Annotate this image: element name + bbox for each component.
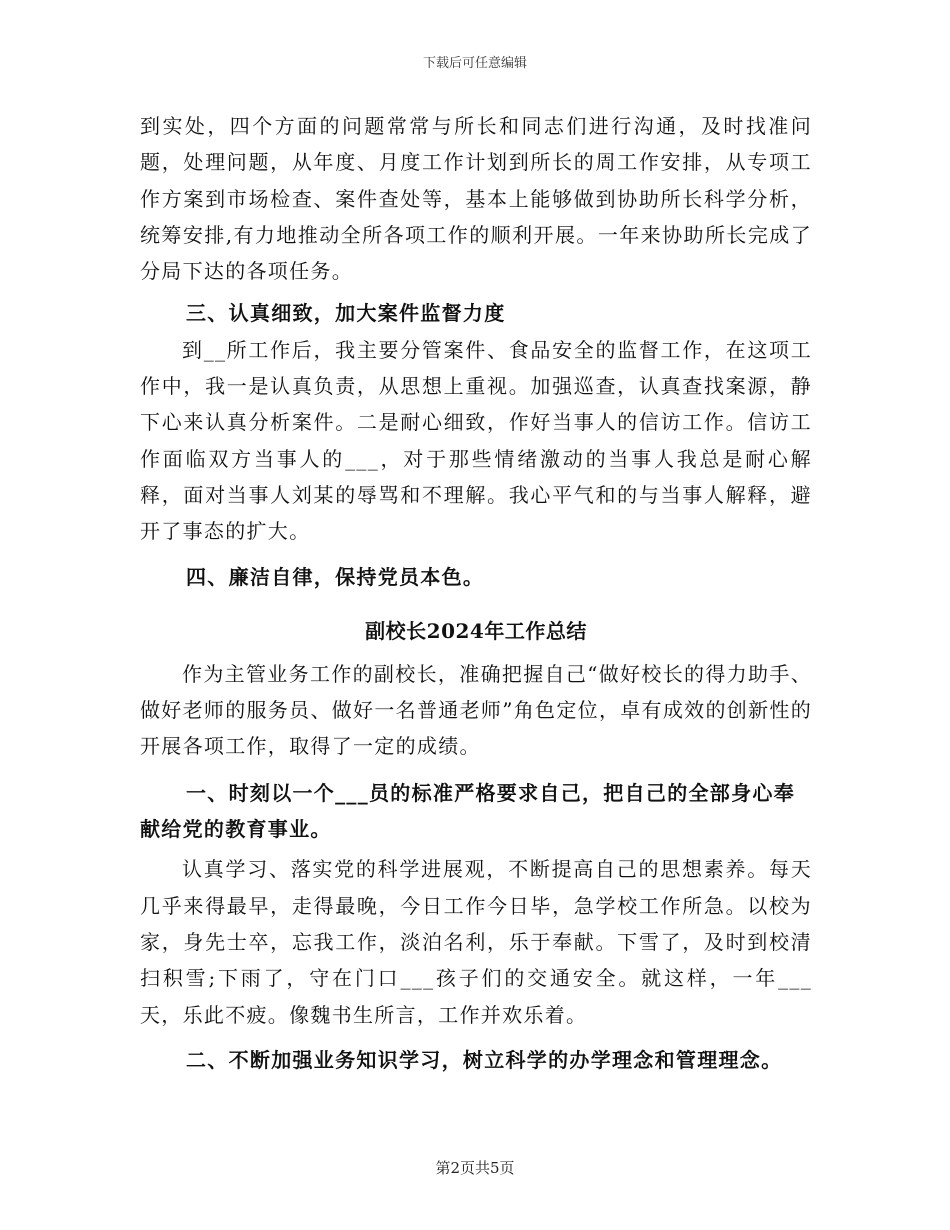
section-heading-2: 二、不断加强业务知识学习，树立科学的办学理念和管理理念。 xyxy=(186,1047,783,1072)
section-heading-3: 三、认真细致，加大案件监督力度 xyxy=(186,301,506,326)
paragraph-case-supervision: 到__所工作后，我主要分管案件、食品安全的监督工作，在这项工作中，我一是认真负责，从思想上重视。加强巡查，认真查找案源，静下心来认真分析案件。二是耐心细致，作好当事人的信访工作。信访工作面临双方当事人的___，对于那些情绪激动的当事人我总是耐心解释，面对当事人刘某的辱骂和不理解。我心平气和的与当事人解释，避开了事态的扩大。 xyxy=(140,337,812,544)
section-heading-4: 四、廉洁自律，保持党员本色。 xyxy=(186,564,485,589)
page-footer: 第2页共5页 xyxy=(435,1159,515,1177)
page-header: 下载后可任意编辑 xyxy=(422,56,527,71)
section-heading-1: 一、时刻以一个___员的标准严格要求自己，把自己的全部身心奉献给党的教育事业。 xyxy=(140,780,795,842)
paragraph-continued: 到实处，四个方面的问题常常与所长和同志们进行沟通，及时找准问题，处理问题，从年度、月度工作计划到所长的周工作安排，从专项工作方案到市场检查、案件查处等，基本上能够做到协助所长科学分析，统筹安排,有力地推动全所各项工作的顺利开展。一年来协助所长完成了分局下达的各项任务。 xyxy=(140,114,812,284)
paragraph-intro: 作为主管业务工作的副校长，准确把握自己“做好校长的得力助手、做好老师的服务员、做好一名普通老师”角色定位，卓有成效的创新性的开展各项工作，取得了一定的成绩。 xyxy=(140,661,812,759)
paragraph-study: 认真学习、落实党的科学进展观，不断提高自己的思想素养。每天几乎来得最早，走得最晚，今日工作今日毕，急学校工作所急。以校为家，身先士卒，忘我工作，淡泊名利，乐于奉献。下雪了，及时到校清扫积雪;下雨了，守在门口___孩子们的交通安全。就这样，一年___天，乐此不疲。像魏书生所言，工作并欢乐着。 xyxy=(140,857,812,1027)
document-title: 副校长2024年工作总结 xyxy=(365,618,587,643)
document-body xyxy=(140,108,812,1078)
